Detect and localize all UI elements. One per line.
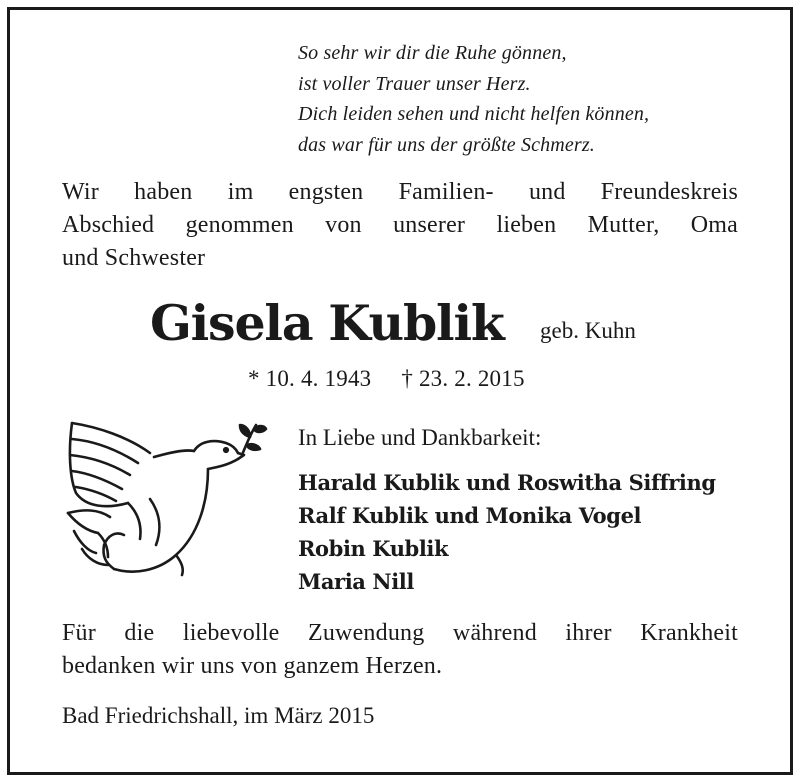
intro-line: Wir haben im engsten Familien- und Freundeskreis xyxy=(62,179,738,205)
mourner-name: Maria Nill xyxy=(298,569,414,594)
dove-with-olive-branch-icon xyxy=(58,413,268,583)
deceased-name: Gisela Kublik xyxy=(150,294,504,352)
death-date: † 23. 2. 2015 xyxy=(401,366,525,391)
poem-line: Dich leiden sehen und nicht helfen können, xyxy=(298,103,650,125)
birth-date: * 10. 4. 1943 xyxy=(248,366,372,391)
life-dates xyxy=(248,366,525,392)
poem xyxy=(298,38,649,160)
poem-line: ist voller Trauer unser Herz. xyxy=(298,72,531,95)
mourners-list xyxy=(298,466,716,598)
mourner-name: Ralf Kublik und Monika Vogel xyxy=(298,503,642,528)
intro-line: Abschied genommen von unserer lieben Mutter, Oma xyxy=(62,212,738,238)
mourner-name: Robin Kublik xyxy=(298,536,449,561)
mourner-name: Harald Kublik und Roswitha Siffring xyxy=(298,470,716,495)
intro-line: und Schwester xyxy=(62,245,206,271)
poem-line: das war für uns der größte Schmerz. xyxy=(298,133,595,156)
maiden-name: geb. Kuhn xyxy=(540,318,636,343)
thanks-heading: In Liebe und Dankbarkeit: xyxy=(298,425,542,450)
closing-text xyxy=(62,617,738,683)
intro-text xyxy=(62,176,738,275)
name-row xyxy=(0,290,800,360)
poem-line: So sehr wir dir die Ruhe gönnen, xyxy=(298,42,567,64)
place-and-date: Bad Friedrichshall, im März 2015 xyxy=(62,703,375,728)
closing-line: Für die liebevolle Zuwendung während ihrer Krankheit xyxy=(62,620,738,646)
closing-line: bedanken wir uns von ganzem Herzen. xyxy=(62,653,443,679)
